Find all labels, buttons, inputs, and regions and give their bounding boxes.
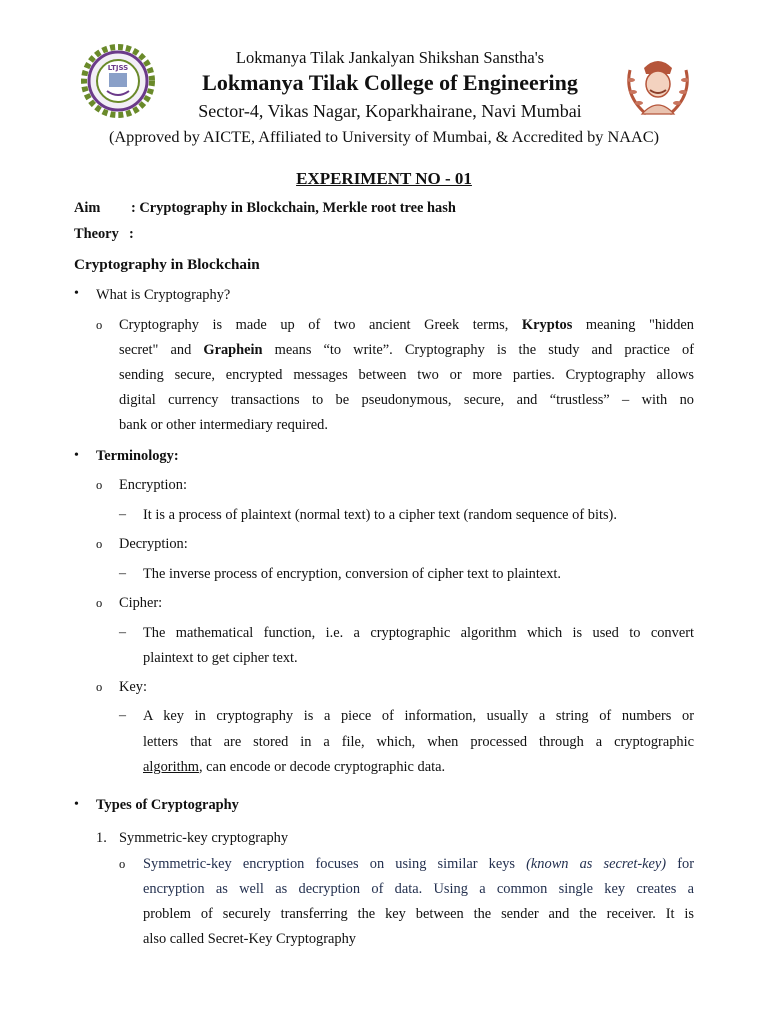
sub-bullet-icon: o bbox=[96, 596, 103, 610]
decryption-def: The inverse process of encryption, conversion of cipher text to plaintext. bbox=[143, 566, 561, 582]
symmetric-text: Symmetric-key encryption focuses on using similar keys bbox=[143, 856, 527, 872]
theory-label: Theory bbox=[74, 226, 119, 242]
sub-bullet-icon: o bbox=[96, 680, 103, 694]
terminology-heading: Terminology: bbox=[96, 448, 179, 464]
what-is-question: What is Cryptography? bbox=[96, 287, 231, 303]
dash-icon: – bbox=[119, 507, 126, 522]
gear-icon bbox=[84, 47, 152, 115]
symmetric-line-2: encryption as well as decryption of data. Using a common single key creates a bbox=[143, 881, 694, 897]
logo-left-text: LTJSS bbox=[107, 64, 129, 72]
symmetric-text: for bbox=[666, 856, 694, 872]
symmetric-line-4: also called Secret-Key Cryptography bbox=[143, 931, 356, 947]
sub-bullet-icon: o bbox=[96, 318, 103, 332]
college-address: Sector-4, Vikas Nagar, Koparkhairane, Navi Mumbai bbox=[198, 101, 582, 121]
bullet-icon: • bbox=[74, 448, 79, 463]
what-is-text: secret" and bbox=[119, 342, 204, 358]
algorithm-link[interactable]: algorithm bbox=[143, 759, 199, 775]
type-symmetric: Symmetric-key cryptography bbox=[119, 830, 289, 846]
symmetric-line-3: problem of securely transferring the key between the sender and the receiver. It is bbox=[143, 906, 694, 922]
dash-icon: – bbox=[119, 566, 126, 581]
bullet-icon: • bbox=[74, 286, 79, 301]
types-heading: Types of Cryptography bbox=[96, 797, 239, 813]
key-def-3 bbox=[143, 759, 445, 776]
bullet-icon: • bbox=[74, 797, 79, 812]
cipher-def-2: plaintext to get cipher text. bbox=[143, 650, 298, 666]
symmetric-line-1 bbox=[143, 856, 694, 873]
kryptos-term: Kryptos bbox=[521, 317, 573, 333]
type-number: 1. bbox=[96, 830, 107, 846]
aim-value: : Cryptography in Blockchain, Merkle root tree hash bbox=[131, 200, 456, 216]
college-logo-left bbox=[80, 43, 156, 119]
sub-bullet-icon: o bbox=[96, 537, 103, 551]
term-cipher: Cipher: bbox=[119, 595, 163, 611]
what-is-text: meaning "hidden bbox=[572, 317, 694, 333]
theory-colon: : bbox=[129, 226, 134, 242]
sub-bullet-icon: o bbox=[119, 857, 126, 871]
term-key: Key: bbox=[119, 679, 147, 695]
section-heading: Cryptography in Blockchain bbox=[74, 256, 260, 273]
college-name: Lokmanya Tilak College of Engineering bbox=[202, 70, 578, 95]
dash-icon: – bbox=[119, 708, 126, 723]
key-def-1: A key in cryptography is a piece of information, usually a string of numbers or bbox=[143, 708, 694, 724]
what-is-text: Cryptography is made up of two ancient Greek terms, bbox=[119, 317, 522, 333]
key-def-2: letters that are stored in a file, which, when processed through a cryptographic bbox=[143, 734, 694, 750]
secret-key-note: (known as secret-key) bbox=[526, 856, 667, 872]
what-is-line-4: digital currency transactions to be pseudonymous, secure, and “trustless” – with no bbox=[119, 392, 694, 408]
key-def-rest: , can encode or decode cryptographic data. bbox=[198, 759, 446, 775]
portrait-emblem-right bbox=[622, 50, 694, 120]
term-decryption: Decryption: bbox=[119, 536, 188, 552]
sub-bullet-icon: o bbox=[96, 478, 103, 492]
what-is-line-2 bbox=[119, 342, 694, 359]
encryption-def: It is a process of plaintext (normal text) to a cipher text (random sequence of bits). bbox=[143, 507, 617, 523]
what-is-text: means “to write”. Cryptography is the study and practice of bbox=[262, 342, 694, 358]
portrait-icon bbox=[642, 61, 674, 114]
aim-label: Aim bbox=[74, 200, 101, 216]
what-is-line-1 bbox=[119, 317, 694, 334]
graphein-term: Graphein bbox=[203, 342, 263, 358]
dash-icon: – bbox=[119, 625, 126, 640]
experiment-title: EXPERIMENT NO - 01 bbox=[296, 169, 472, 188]
approval-note: (Approved by AICTE, Affiliated to University of Mumbai, & Accredited by NAAC) bbox=[109, 127, 659, 146]
sanstha-name: Lokmanya Tilak Jankalyan Shikshan Sanstha's bbox=[235, 48, 545, 67]
cipher-def-1: The mathematical function, i.e. a cryptographic algorithm which is used to convert bbox=[143, 625, 694, 641]
what-is-line-5: bank or other intermediary required. bbox=[119, 417, 328, 433]
what-is-line-3: sending secure, encrypted messages between two or more parties. Cryptography allows bbox=[119, 367, 694, 383]
term-encryption: Encryption: bbox=[119, 477, 187, 493]
